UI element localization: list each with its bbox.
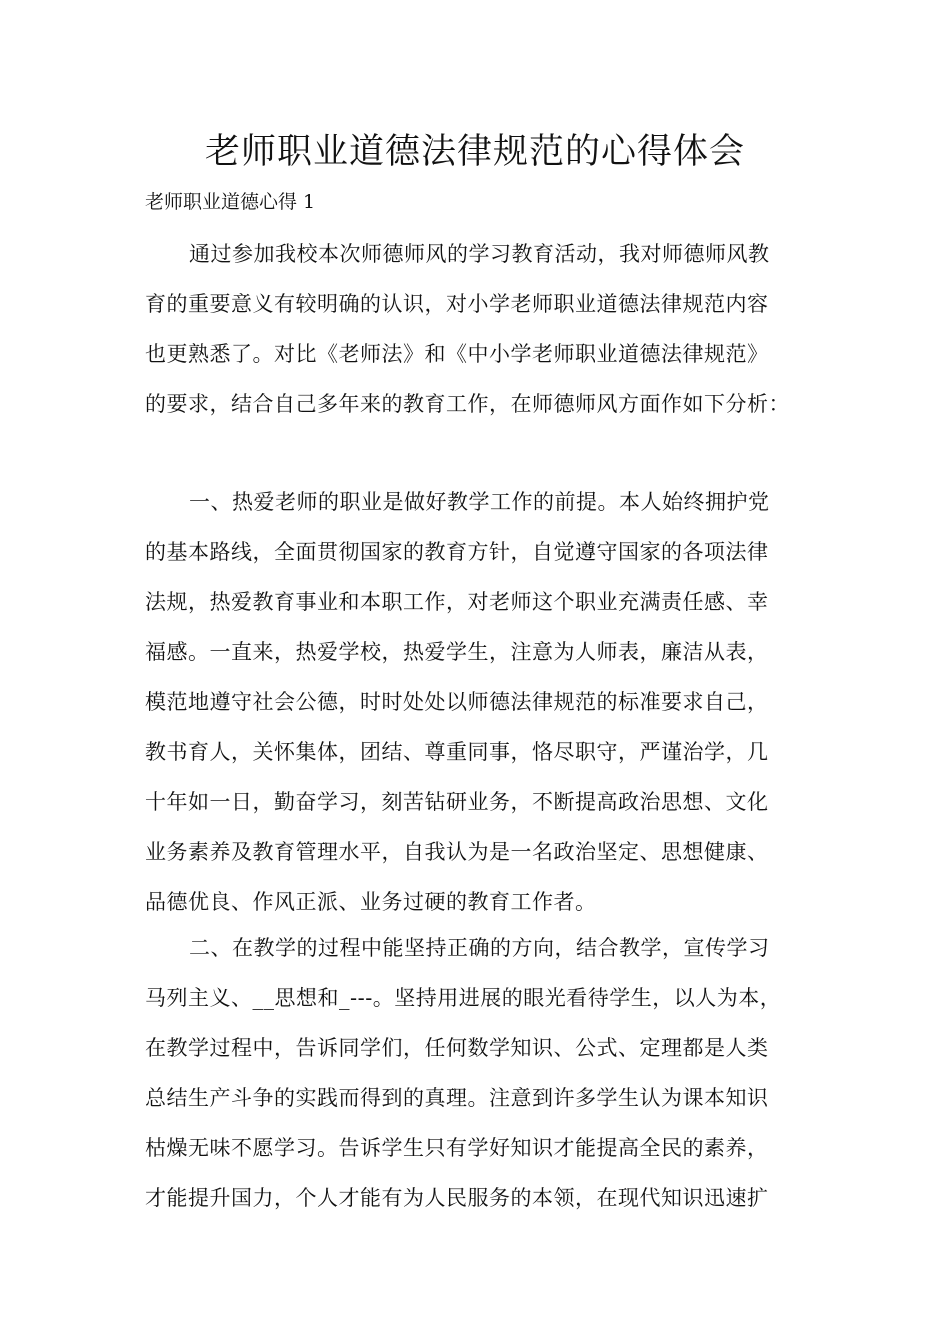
paragraph-line: 十年如一日，勤奋学习，刻苦钻研业务，不断提高政治思想、文化 (145, 790, 769, 814)
page-title: 老师职业道德法律规范的心得体会 (204, 132, 745, 172)
paragraph-line: 教书育人，关怀集体，团结、尊重同事，恪尽职守，严谨治学，几 (145, 740, 769, 764)
paragraph-line: 法规，热爱教育事业和本职工作，对老师这个职业充满责任感、幸 (145, 590, 769, 614)
section-subtitle: 老师职业道德心得 1 (145, 191, 316, 213)
paragraph-2 (145, 477, 815, 927)
paragraph-line: 也更熟悉了。对比《老师法》和《中小学老师职业道德法律规范》 (145, 342, 769, 366)
paragraph-3 (145, 923, 815, 1223)
paragraph-line: 模范地遵守社会公德，时时处处以师德法律规范的标准要求自己， (145, 690, 769, 714)
paragraph-line: 才能提升国力，个人才能有为人民服务的本领，在现代知识迅速扩 (145, 1186, 769, 1210)
paragraph-line: 马列主义、__思想和_---。坚持用进展的眼光看待学生，以人为本， (145, 986, 782, 1010)
paragraph-line: 在教学过程中，告诉同学们，任何数学知识、公式、定理都是人类 (145, 1036, 769, 1060)
paragraph-line: 的要求，结合自己多年来的教育工作，在师德师风方面作如下分析： (145, 392, 790, 416)
paragraph-line: 福感。一直来，热爱学校，热爱学生，注意为人师表，廉洁从表， (145, 640, 769, 664)
paragraph-line: 总结生产斗争的实践而得到的真理。注意到许多学生认为课本知识 (145, 1086, 769, 1110)
paragraph-1 (145, 229, 815, 429)
paragraph-line: 品德优良、作风正派、业务过硬的教育工作者。 (145, 890, 597, 914)
paragraph-line: 枯燥无味不愿学习。告诉学生只有学好知识才能提高全民的素养， (145, 1136, 769, 1160)
paragraph-line: 育的重要意义有较明确的认识，对小学老师职业道德法律规范内容 (145, 292, 769, 316)
paragraph-line: 的基本路线，全面贯彻国家的教育方针，自觉遵守国家的各项法律 (145, 540, 769, 564)
paragraph-line: 一、热爱老师的职业是做好教学工作的前提。本人始终拥护党 (189, 490, 770, 514)
paragraph-line: 通过参加我校本次师德师风的学习教育活动，我对师德师风教 (189, 242, 770, 266)
paragraph-line: 二、在教学的过程中能坚持正确的方向，结合教学，宣传学习 (189, 936, 770, 960)
paragraph-line: 业务素养及教育管理水平，自我认为是一名政治坚定、思想健康、 (145, 840, 769, 864)
